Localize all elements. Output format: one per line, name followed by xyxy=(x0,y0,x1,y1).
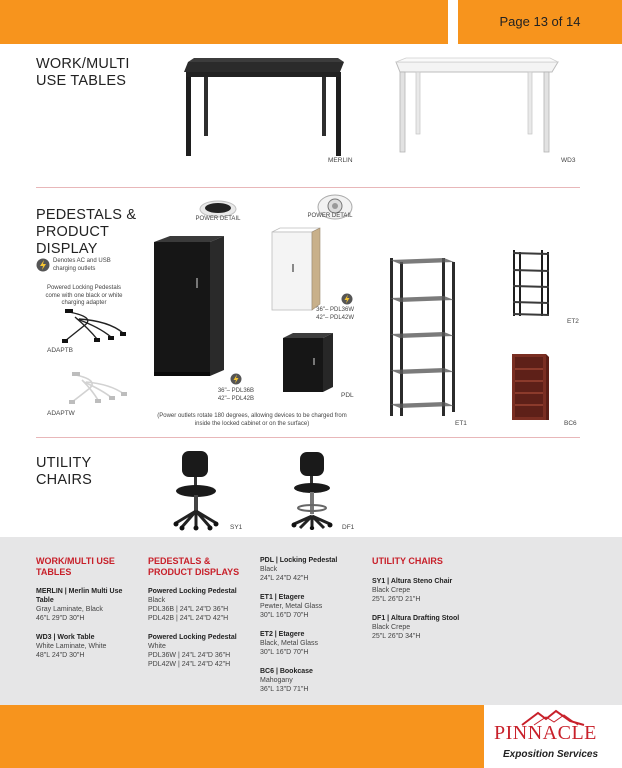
header-bar xyxy=(0,0,448,44)
power-detail-label-1: POWER DETAIL xyxy=(195,216,241,222)
df1-stool-image xyxy=(282,448,342,530)
info-col-tables: WORK/MULTI USE TABLES MERLIN | Merlin Multi Use Table Gray Laminate, Black 46"L 29"D 30"H WD3 | Work Table White Laminate, White 48"L 24"D 30"H xyxy=(36,556,123,659)
merlin-table-image xyxy=(180,54,352,158)
bc6-label: BC6 xyxy=(564,420,577,427)
pdl-white-codes: 36"– PDL36W 42"– PDL42W xyxy=(316,307,354,321)
adaptw-label: ADAPTW xyxy=(47,410,75,417)
et1-etagere-image xyxy=(386,254,462,420)
adaptw-adapter-image xyxy=(62,370,132,408)
pdl-black-codes: 36"– PDL36B 42"– PDL42B xyxy=(217,388,254,402)
usb-note: Denotes AC and USB charging outlets xyxy=(53,258,111,272)
merlin-label: MERLIN xyxy=(328,157,353,164)
pdl-black-pedestal-image xyxy=(146,232,230,382)
pdl-label: PDL xyxy=(341,392,354,399)
et2-label: ET2 xyxy=(567,318,579,325)
logo-wordmark: PINNACLE xyxy=(494,722,597,744)
section-divider xyxy=(36,437,580,438)
power-badge-icon xyxy=(230,373,242,385)
info-col-pedestals: PEDESTALS & PRODUCT DISPLAYS Powered Locking Pedestal Black PDL36B | 24"L 24"D 36"H PDL42B | 24"L 24"D 42"H Powered Locking Pedestal White PDL36W | 24"L 24"D 36"H PDL42W | 24"L 24"D 42"H xyxy=(148,556,240,668)
info-col-display: PDL | Locking Pedestal Black 24"L 24"D 42"H ET1 | Etagere Pewter, Metal Glass 30"L 16"D 70"H ET2 | Etagere Black, Metal Glass 30"L 16"D 70"H BC6 | Bookcase Mahogany 36"L 13"D 71"H xyxy=(260,557,338,693)
section-title-chairs: UTILITY CHAIRS xyxy=(36,455,92,488)
pdl-white-pedestal-image xyxy=(268,226,324,312)
wd3-label: WD3 xyxy=(561,157,576,164)
footer-bar xyxy=(0,705,484,768)
df1-label: DF1 xyxy=(342,524,355,531)
adaptb-label: ADAPTB xyxy=(47,347,74,354)
sy1-label: SY1 xyxy=(230,524,243,531)
logo-subtitle: Exposition Services xyxy=(503,749,599,760)
section-title-tables: WORK/MULTI USE TABLES xyxy=(36,56,130,89)
outlet-note: (Power outlets rotate 180 degrees, allowing devices to be charged from inside the locked cabinet or on the surface) xyxy=(157,413,347,427)
power-detail-label-2: POWER DETAIL xyxy=(307,213,353,219)
page-number: Page 13 of 14 xyxy=(499,14,581,29)
adaptb-adapter-image xyxy=(55,307,133,347)
section-divider xyxy=(36,187,580,188)
power-badge-icon xyxy=(341,293,353,305)
pdl-locking-pedestal-image xyxy=(279,330,339,394)
power-badge-icon xyxy=(36,258,50,272)
sy1-chair-image xyxy=(166,447,226,531)
et2-etagere-image xyxy=(510,248,552,318)
et1-label: ET1 xyxy=(455,420,467,427)
adapter-note: Powered Locking Pedestals come with one black or white charging adapter xyxy=(45,285,123,306)
bc6-bookcase-image xyxy=(510,352,550,422)
wd3-table-image xyxy=(392,54,562,154)
section-title-pedestals: PEDESTALS & PRODUCT DISPLAY xyxy=(36,207,137,257)
info-col-chairs: UTILITY CHAIRS SY1 | Altura Steno Chair Black Crepe 25"L 26"D 21"H DF1 | Altura Drafting Stool Black Crepe 25"L 26"D 34"H xyxy=(372,556,460,640)
